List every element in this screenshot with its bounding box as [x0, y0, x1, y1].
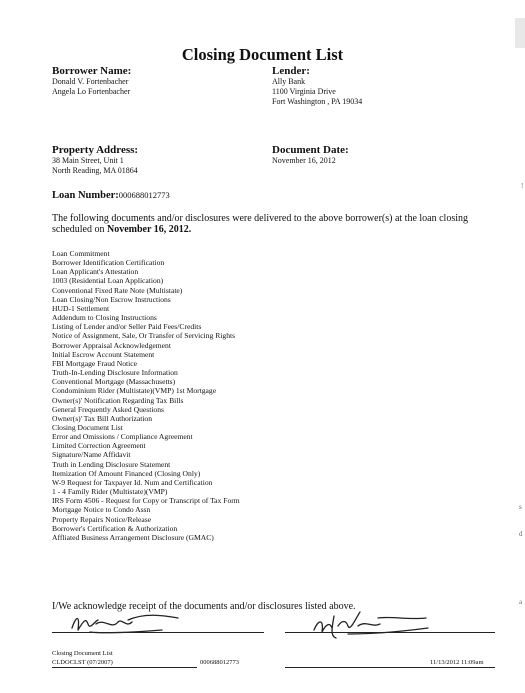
document-date-value: November 16, 2012 [272, 156, 336, 165]
list-item: Initial Escrow Account Statement [52, 349, 155, 359]
borrower-signature-1 [66, 610, 186, 638]
list-item: W-9 Request for Taxpayer Id. Num and Certification [52, 477, 213, 487]
footer-loan-number: 000688012773 [200, 659, 239, 666]
loan-number-line [52, 190, 170, 201]
list-item: Loan Commitment [52, 249, 110, 258]
borrower-name: Angela Lo Fortenbacher [52, 87, 131, 96]
property-label: Property Address: [52, 144, 139, 156]
scan-edge-mark: a [519, 598, 523, 606]
footer-rule [52, 667, 197, 668]
signature-line [285, 632, 495, 633]
lender-line: Fort Washington , PA 19034 [272, 97, 363, 106]
list-item: 1003 (Residential Loan Application) [52, 276, 164, 286]
signature-line [52, 632, 264, 633]
list-item: Truth-In-Lending Disclosure Information [52, 368, 178, 378]
list-item: Signature/Name Affidavit [52, 450, 131, 460]
document-list [52, 249, 240, 542]
intro-date: November 16, 2012. [107, 224, 192, 235]
list-item: Borrower's Certification & Authorization [52, 523, 178, 533]
list-item: Affliated Business Arrangement Disclosure (GMAC) [52, 532, 214, 542]
list-item: Error and Omissions / Compliance Agreement [52, 432, 193, 442]
scan-edge-mark: d [519, 530, 523, 538]
borrower-label: Borrower Name: [52, 65, 132, 77]
borrower-name: Donald V. Fortenbacher [52, 77, 129, 86]
property-line: North Reading, MA 01864 [52, 166, 138, 175]
footer-form-code: CLDOCLST (07/2007) [52, 659, 113, 666]
lender-label: Lender: [272, 65, 310, 77]
list-item: IRS Form 4506 - Request for Copy or Transcript of Tax Form [52, 496, 240, 506]
borrower-signature-2 [308, 606, 438, 640]
scan-edge-mark: s [519, 503, 522, 511]
intro-paragraph [52, 213, 492, 235]
document-date-label: Document Date: [272, 144, 349, 156]
list-item: Loan Closing/Non Escrow Instructions [52, 294, 171, 304]
list-item: Addendum to Closing Instructions [52, 313, 157, 323]
footer-form-name: Closing Document List [52, 650, 113, 657]
list-item: General Frequently Asked Questions [52, 404, 164, 414]
list-item: Borrower Identification Certification [52, 258, 165, 268]
list-item: Condominium Rider (Multistate)(VMP) 1st Mortgage [52, 386, 217, 396]
list-item: Owner(s)' Tax Bill Authorization [52, 413, 153, 423]
list-item: Loan Applicant's Attestation [52, 267, 139, 277]
list-item: Owner(s)' Notification Regarding Tax Bills [52, 395, 184, 405]
list-item: Limited Correction Agreement [52, 441, 146, 451]
scan-edge-shadow [515, 18, 525, 48]
list-item: Conventional Mortgage (Massachusetts) [52, 377, 176, 387]
list-item: Listing of Lender and/or Seller Paid Fees/Credits [52, 322, 202, 332]
lender-line: 1100 Virginia Drive [272, 87, 336, 96]
intro-text: The following documents and/or disclosures were delivered to the above borrower(s) at the loan closing scheduled on [52, 213, 468, 235]
list-item: Property Repairs Notice/Release [52, 514, 152, 524]
footer-timestamp: 11/13/2012 11:09am [430, 659, 484, 666]
property-block [52, 144, 138, 176]
list-item: Mortgage Notice to Condo Assn [52, 505, 151, 515]
scan-edge-mark: ! [521, 182, 524, 190]
list-item: Itemization Of Amount Financed (Closing Only) [52, 468, 201, 478]
acknowledgement-text: I/We acknowledge receipt of the documents and/or disclosures listed above. [52, 601, 356, 612]
list-item: Closing Document List [52, 422, 123, 432]
borrower-block [52, 65, 131, 97]
property-line: 38 Main Street, Unit 1 [52, 156, 124, 165]
loan-number-label: Loan Number: [52, 190, 119, 201]
loan-number-value: 000688012773 [118, 190, 170, 200]
lender-line: Ally Bank [272, 77, 306, 86]
list-item: FBI Mortgage Fraud Notice [52, 358, 137, 368]
list-item: 1 - 4 Family Rider (Multistate)(VMP) [52, 487, 168, 497]
document-date-block [272, 144, 349, 166]
list-item: Notice of Assignment, Sale, Or Transfer of Servicing Rights [52, 331, 236, 341]
lender-block [272, 65, 362, 107]
footer-rule [285, 667, 495, 668]
list-item: Truth in Lending Disclosure Statement [52, 459, 171, 469]
list-item: HUD-1 Settlement [52, 303, 110, 313]
list-item: Conventional Fixed Rate Note (Multistate) [52, 285, 183, 295]
list-item: Borrower Appraisal Acknowledgement [52, 340, 171, 350]
page-title: Closing Document List [181, 45, 344, 64]
